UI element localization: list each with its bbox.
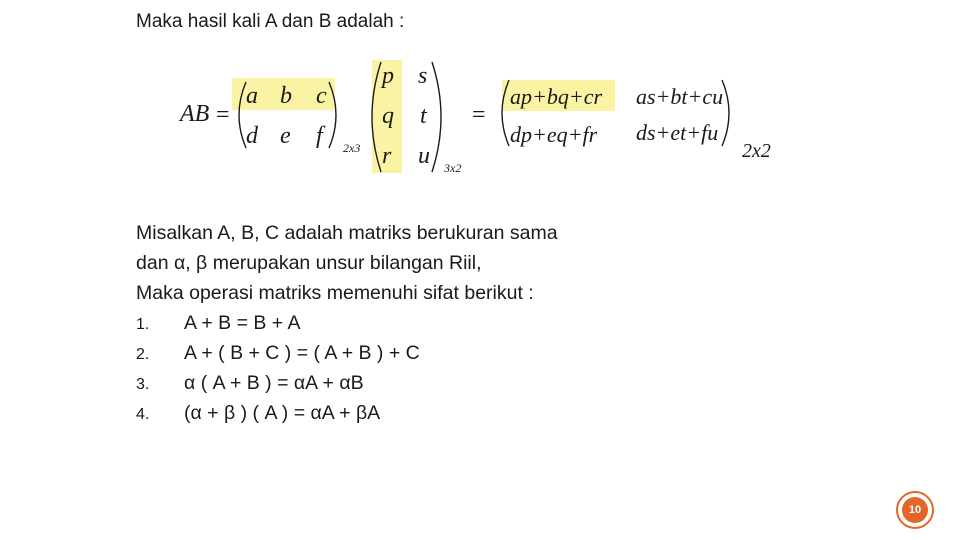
matrix-a-cell: a	[246, 83, 258, 109]
matrix-product-equation	[0, 0, 960, 200]
property-expression: A + B = B + A	[184, 312, 301, 334]
property-item	[136, 368, 558, 398]
page-number: 10	[902, 497, 928, 523]
matrix-b-size: 3x2	[444, 161, 462, 175]
equals-sign-2: =	[472, 102, 486, 128]
result-size: 2x2	[742, 140, 771, 162]
property-number: 2.	[136, 346, 150, 363]
page-number-badge	[896, 491, 934, 529]
matrix-a-cell: b	[280, 83, 292, 109]
property-number: 3.	[136, 376, 150, 393]
body-line: dan α, β merupakan unsur bilangan Riil,	[136, 252, 482, 274]
matrix-a-cell: e	[280, 123, 291, 149]
equals-sign-1: =	[216, 102, 230, 128]
result-cell: ap+bq+cr	[510, 84, 603, 109]
property-expression: A + ( B + C ) = ( A + B ) + C	[184, 342, 420, 364]
body-line: Misalkan A, B, C adalah matriks berukuran sama	[136, 222, 558, 244]
result-cell: as+bt+cu	[636, 84, 724, 109]
property-expression: (α + β ) ( A ) = αA + βA	[184, 402, 381, 424]
matrix-b-cell: s	[418, 63, 428, 89]
result-cell: ds+et+fu	[636, 120, 719, 145]
matrix-a-size: 2x3	[343, 141, 361, 155]
matrix-b-cell: t	[420, 103, 427, 129]
property-expression: α ( A + B ) = αA + αB	[184, 372, 364, 394]
property-number: 1.	[136, 316, 150, 333]
matrix-a-cell: c	[316, 83, 327, 109]
body-line: Maka operasi matriks memenuhi sifat berikut :	[136, 282, 534, 304]
slide-heading: Maka hasil kali A dan B adalah :	[136, 11, 405, 32]
matrix-a-cell: f	[316, 123, 323, 149]
matrix-a-cell: d	[246, 123, 258, 149]
matrix-b-cell: u	[418, 143, 430, 169]
lhs-label: AB	[180, 101, 210, 127]
result-cell: dp+eq+fr	[510, 122, 598, 147]
matrix-b-cell: p	[382, 63, 394, 89]
property-number: 4.	[136, 406, 150, 423]
matrix-properties	[136, 218, 558, 428]
property-item	[136, 398, 558, 428]
property-item	[136, 338, 558, 368]
matrix-b-cell: r	[382, 143, 392, 169]
matrix-b-cell: q	[382, 103, 394, 129]
property-item	[136, 308, 558, 338]
matrix-brackets	[0, 0, 960, 200]
